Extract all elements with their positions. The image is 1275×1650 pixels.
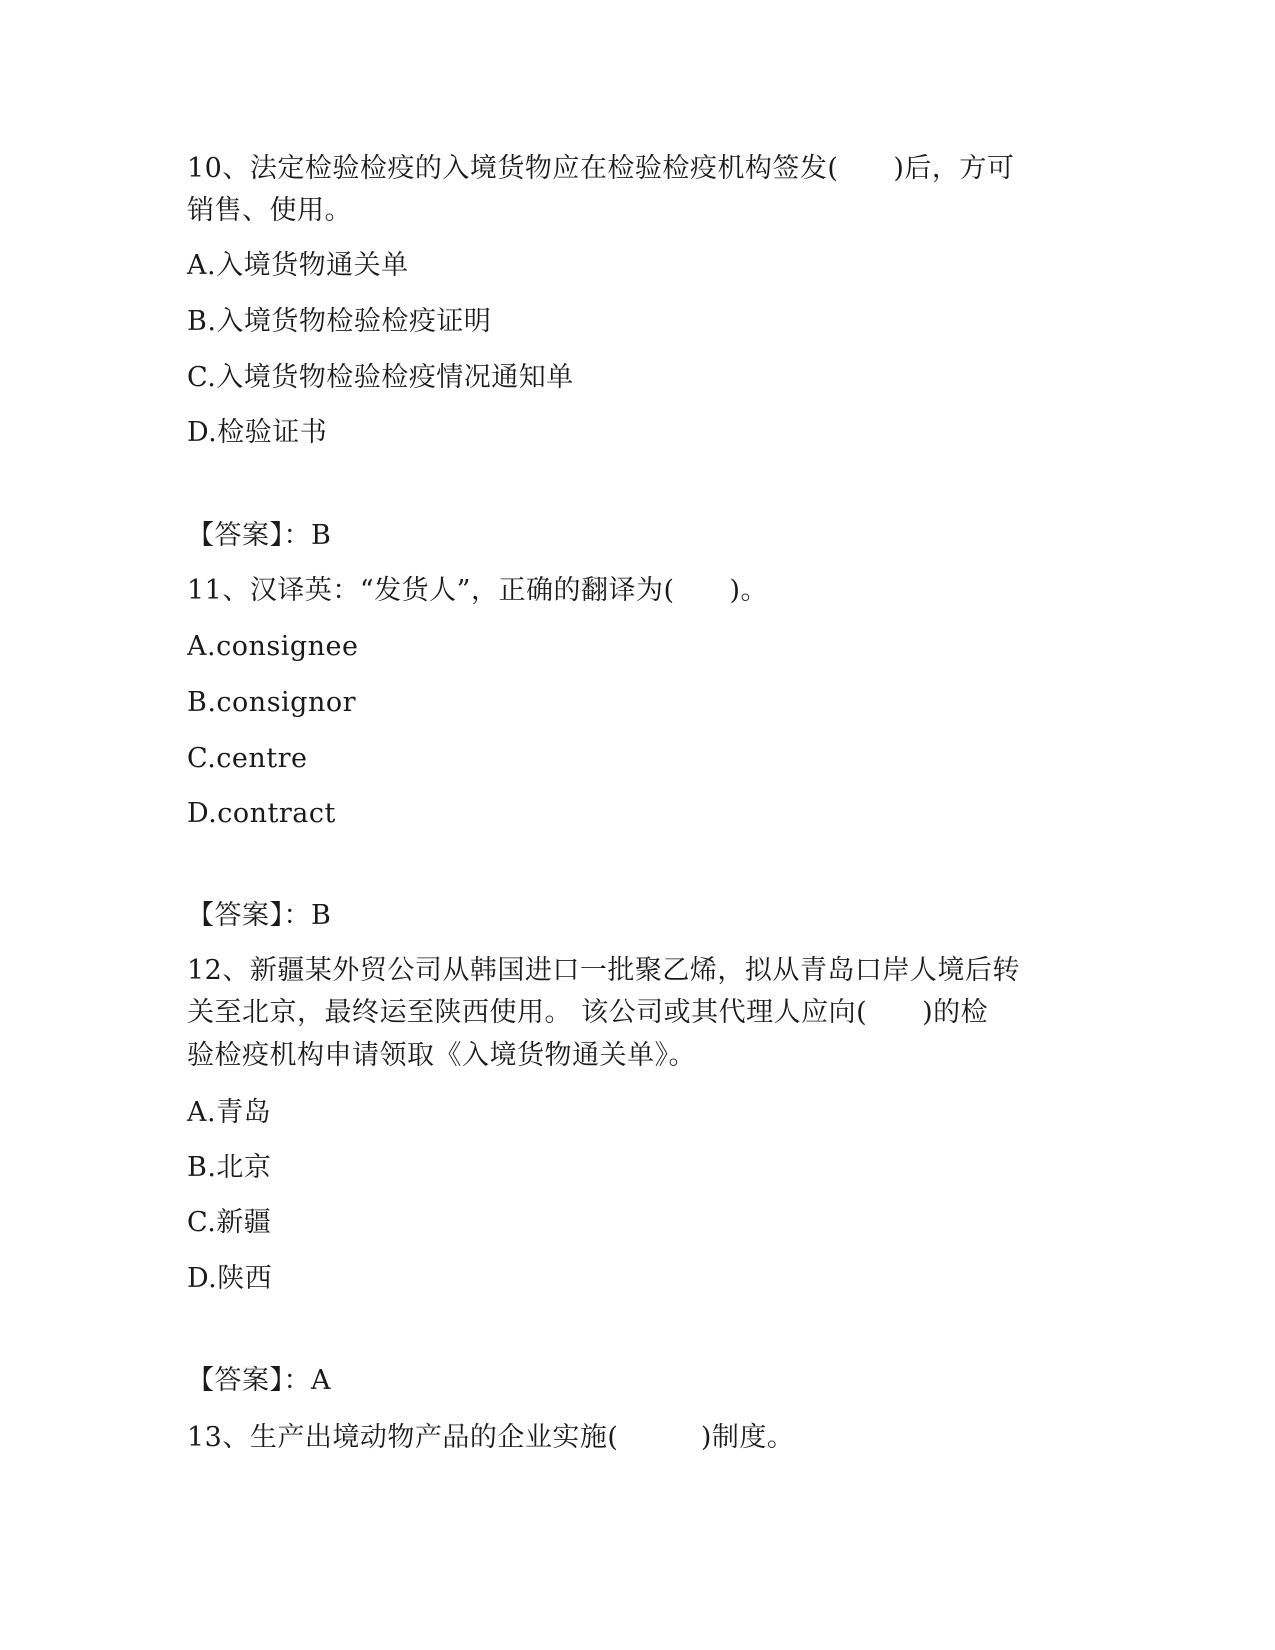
question-11-option-a: A.consignee — [187, 631, 359, 662]
question-12-option-b: B.北京 — [187, 1152, 272, 1183]
question-11-option-b: B.consignor — [187, 687, 357, 718]
question-10-option-c: C.入境货物检验检疫情况通知单 — [187, 362, 574, 393]
question-10-option-d: D.检验证书 — [187, 417, 328, 448]
question-11-option-c: C.centre — [187, 743, 308, 774]
question-12-option-d: D.陕西 — [187, 1263, 273, 1294]
question-12-text-line-1: 12、新疆某外贸公司从韩国进口一批聚乙烯，拟从青岛口岸人境后转 — [187, 955, 1020, 986]
question-10-answer: 【答案】：B — [187, 520, 332, 551]
question-10-text-line-1: 10、法定检验检疫的入境货物应在检验检疫机构签发( )后，方可 — [187, 153, 1015, 184]
question-12-option-c: C.新疆 — [187, 1207, 272, 1238]
question-12-option-a: A.青岛 — [187, 1097, 272, 1128]
question-11-answer: 【答案】：B — [187, 900, 332, 931]
question-12-text-line-2: 关至北京，最终运至陕西使用。 该公司或其代理人应向( )的检 — [187, 997, 989, 1028]
question-11-text: 11、汉译英：“发货人”，正确的翻译为( )。 — [187, 575, 769, 606]
question-12-answer: 【答案】：A — [187, 1365, 331, 1396]
question-13-text: 13、生产出境动物产品的企业实施( )制度。 — [187, 1422, 795, 1453]
question-10-text-line-2: 销售、使用。 — [187, 195, 352, 226]
question-12-text-line-3: 验检疫机构申请领取《入境货物通关单》。 — [187, 1040, 696, 1071]
question-11-option-d: D.contract — [187, 798, 336, 829]
question-10-option-a: A.入境货物通关单 — [187, 250, 409, 281]
question-10-option-b: B.入境货物检验检疫证明 — [187, 306, 492, 337]
